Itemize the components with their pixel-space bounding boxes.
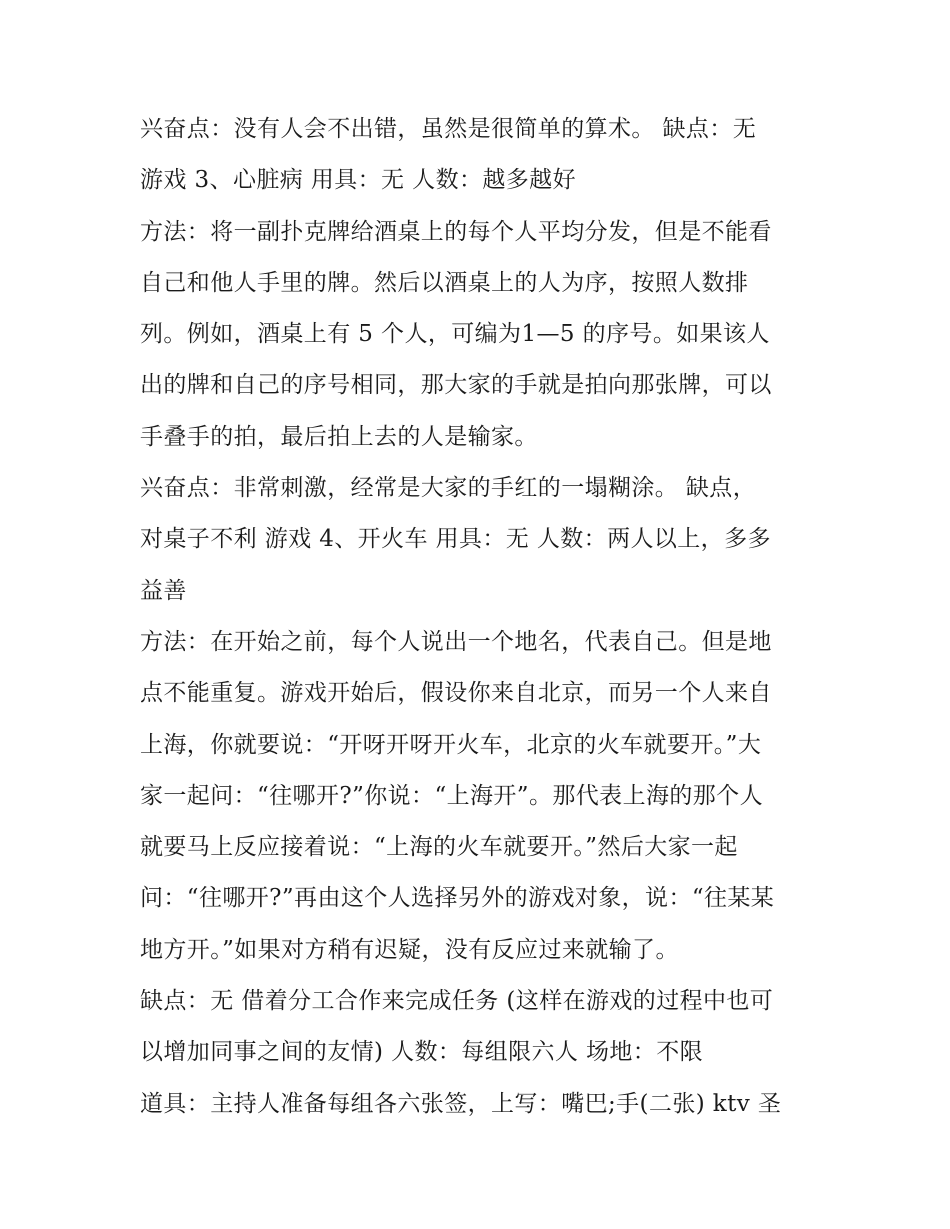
text-line: 道具：主持人准备每组各六张签，上写：嘴巴;手(二张) ktv 圣 bbox=[140, 1090, 782, 1117]
text-line: 地方开。”如果对方稍有迟疑，没有反应过来就输了。 bbox=[140, 936, 679, 963]
text-line: 列。例如，酒桌上有 5 个人，可编为1—5 的序号。如果该人 bbox=[140, 321, 770, 348]
text-line: 上海，你就要说：“开呀开呀开火车，北京的火车就要开。”大 bbox=[140, 731, 762, 758]
text-line: 缺点：无 借着分工合作来完成任务 (这样在游戏的过程中也可 bbox=[140, 988, 774, 1015]
text-line: 益善 bbox=[140, 577, 187, 604]
text-line: 以增加同事之间的友情) 人数：每组限六人 场地：不限 bbox=[140, 1039, 703, 1066]
text-line: 点不能重复。游戏开始后，假设你来自北京，而另一个人来自 bbox=[140, 680, 772, 707]
text-line: 家一起问：“往哪开?”你说：“上海开”。那代表上海的那个人 bbox=[140, 782, 763, 809]
text-line: 对桌子不利 游戏 4、开火车 用具：无 人数：两人以上，多多 bbox=[140, 526, 771, 553]
text-line: 兴奋点：非常刺激，经常是大家的手红的一塌糊涂。 缺点， bbox=[140, 475, 757, 502]
text-line: 就要马上反应接着说：“上海的火车就要开。”然后大家一起 bbox=[140, 834, 738, 861]
text-line: 自己和他人手里的牌。然后以酒桌上的人为序，按照人数排 bbox=[140, 269, 749, 296]
body-text bbox=[140, 104, 830, 1130]
text-line: 出的牌和自己的序号相同，那大家的手就是拍向那张牌，可以 bbox=[140, 372, 772, 399]
text-line: 兴奋点：没有人会不出错，虽然是很简单的算术。 缺点：无 bbox=[140, 116, 757, 142]
text-line: 手叠手的拍，最后拍上去的人是输家。 bbox=[140, 423, 538, 450]
text-line: 方法：在开始之前，每个人说出一个地名，代表自己。但是地 bbox=[140, 628, 772, 655]
text-line: 方法：将一副扑克牌给酒桌上的每个人平均分发，但是不能看 bbox=[140, 218, 772, 245]
text-line: 问：“往哪开?”再由这个人选择另外的游戏对象，说：“往某某 bbox=[140, 885, 775, 912]
text-line: 游戏 3、心脏病 用具：无 人数：越多越好 bbox=[140, 167, 576, 194]
